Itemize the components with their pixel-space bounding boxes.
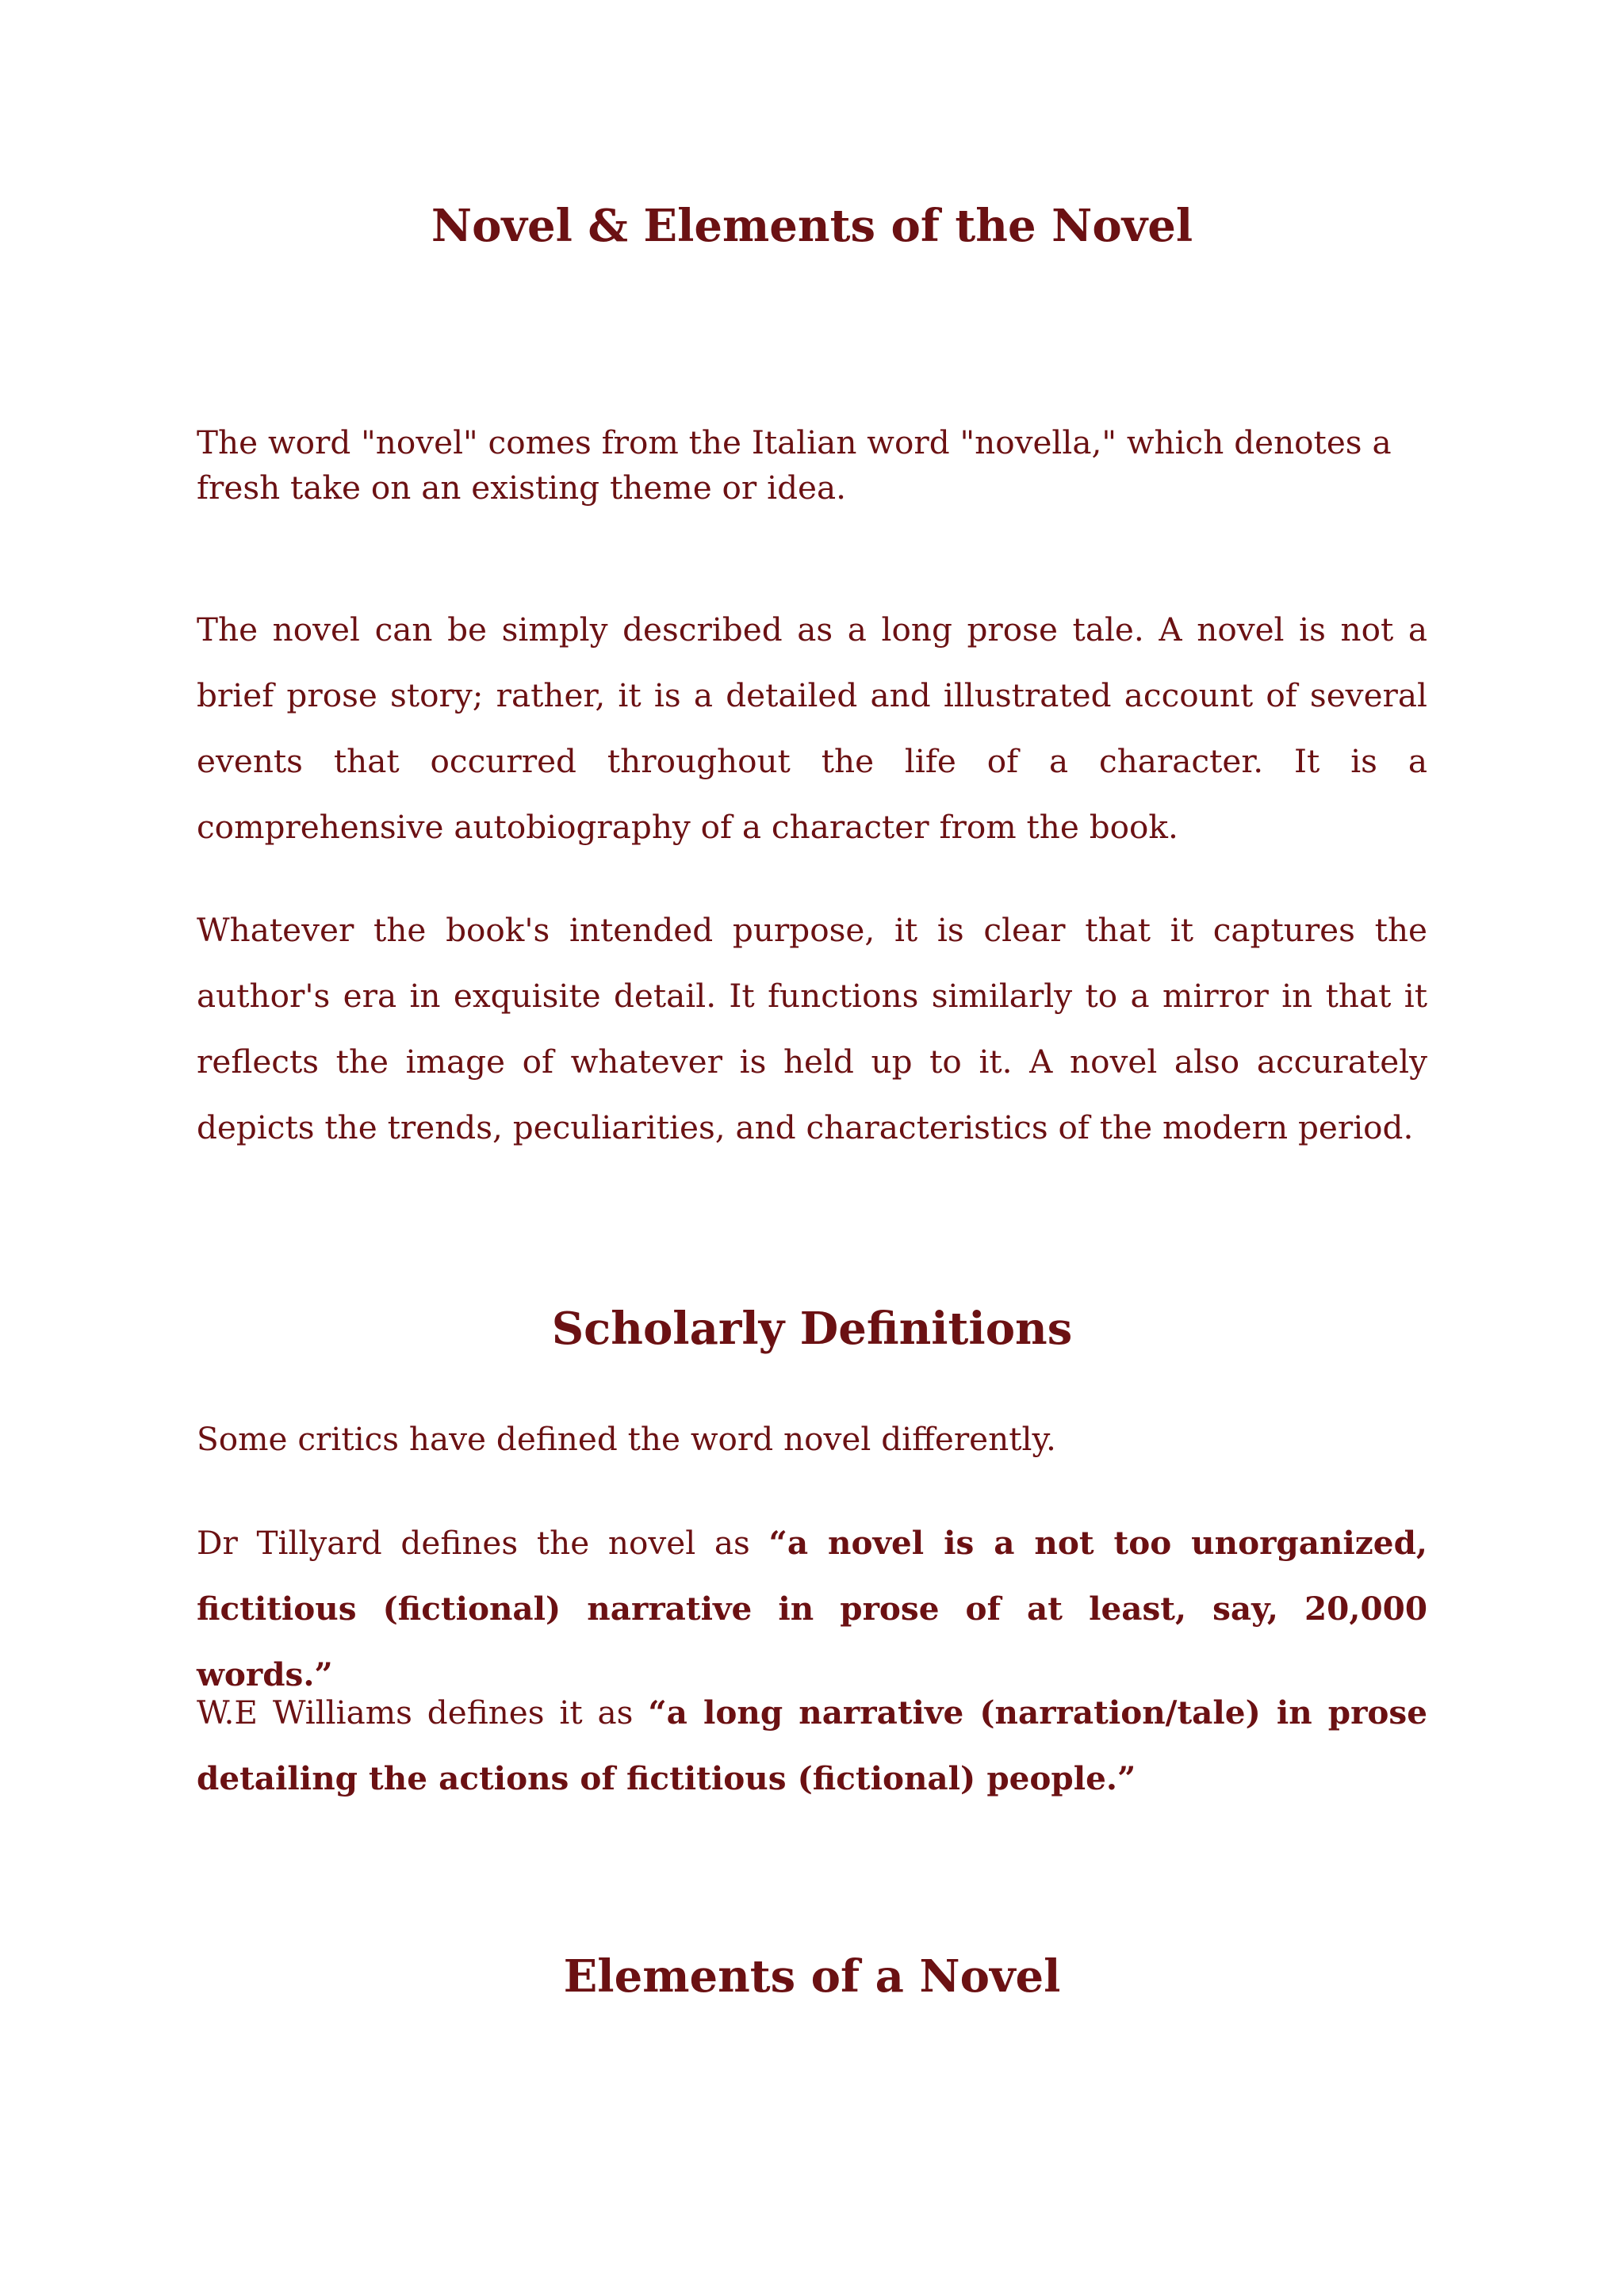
purpose-paragraph: Whatever the book's intended purpose, it is clear that it captures the author's era in exquisite detail. It functions similarly to a mirror in that it reflects the image of whatever is held up to it. A novel also accurately depicts the trends, peculiarities, and characteristics of the modern period. — [197, 911, 1427, 1146]
williams-quote: “a long narrative (narration/tale) in prose detailing the actions of fictitious (fictional) people.” — [197, 1693, 1427, 1797]
description-paragraph: The novel can be simply described as a long prose tale. A novel is not a brief prose story; rather, it is a detailed and illustrated account of several events that occurred throughout the life of a character. It is a comprehensive autobiography of a character from the book. — [197, 610, 1427, 846]
williams-lead-text: W.E Williams defines it as — [197, 1693, 649, 1732]
tillyard-quote: “a novel is a not too unorganized, fictitious (fictional) narrative in prose of at least, say, 20,000 words.” — [197, 1524, 1427, 1693]
tillyard-lead-text: Dr Tillyard defines the novel as — [197, 1524, 769, 1562]
tillyard-definition — [197, 1510, 1427, 1708]
elements-of-a-novel-heading: Elements of a Novel — [563, 1950, 1061, 2003]
williams-definition — [197, 1680, 1427, 1812]
intro-paragraph: The word "novel" comes from the Italian word "novella," which denotes a fresh take on an existing theme or idea. — [197, 423, 1392, 507]
critics-intro-paragraph: Some critics have defined the word novel differently. — [197, 1420, 1056, 1458]
document-title: Novel & Elements of the Novel — [431, 200, 1193, 252]
scholarly-definitions-heading: Scholarly Definitions — [551, 1303, 1073, 1355]
